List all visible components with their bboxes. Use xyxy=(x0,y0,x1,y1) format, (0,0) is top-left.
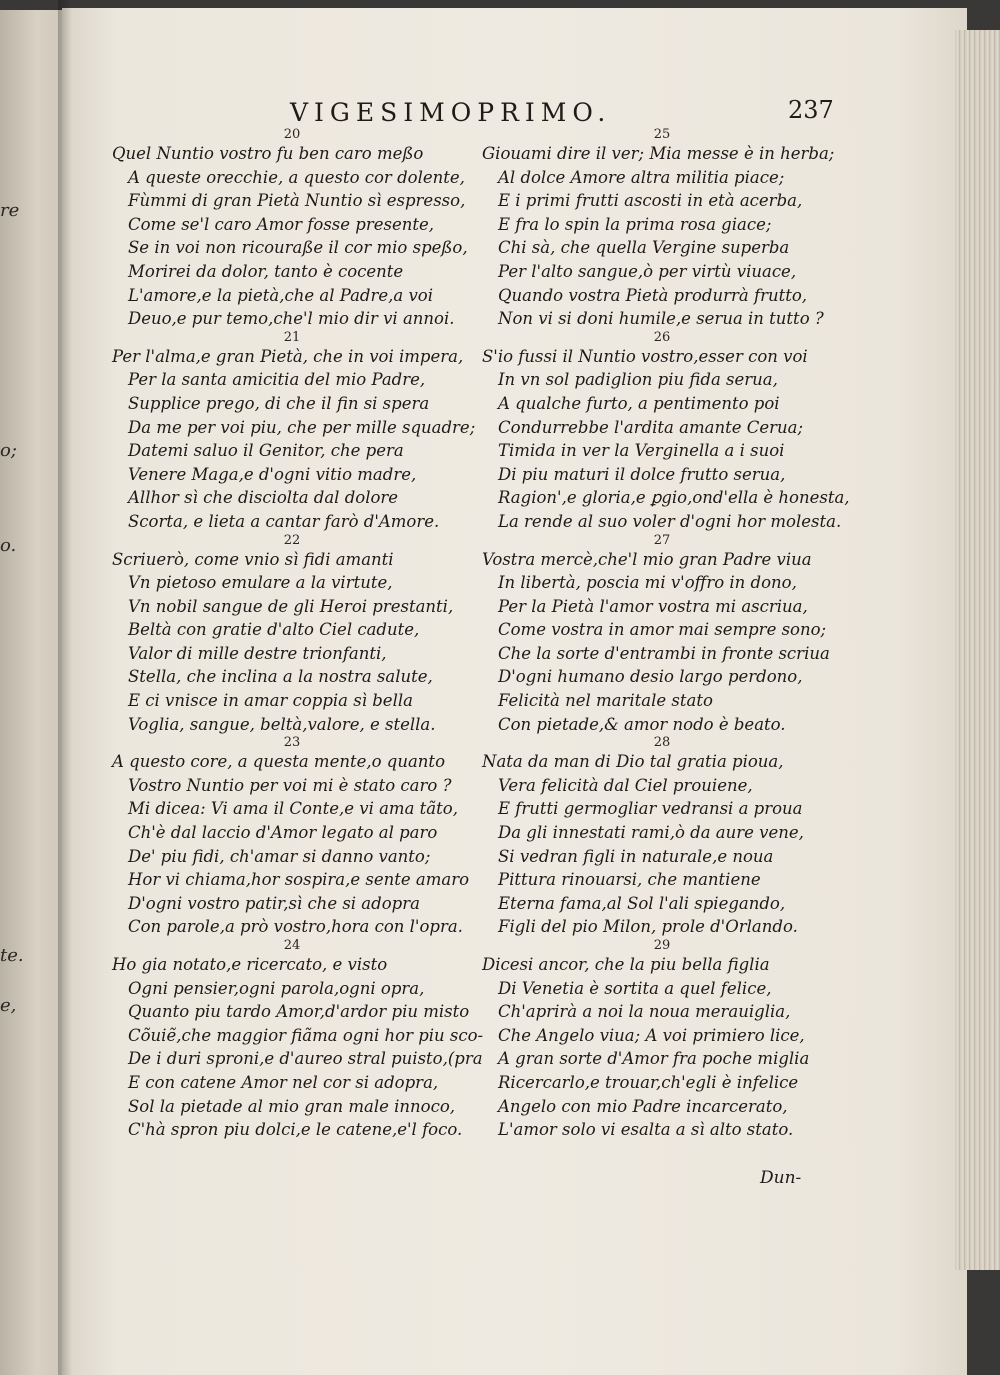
verse-line: Scorta, e lieta a cantar farò d'Amore. xyxy=(128,511,440,531)
verse-line: Dicesi ancor, che la piu bella figlia xyxy=(482,955,770,974)
verse-line: Ho gia notato,e ricercato, e visto xyxy=(112,955,388,974)
verse-line: Chi sà, che quella Vergine superba xyxy=(498,238,790,258)
verse-line: Deuo,e pur temo,che'l mio dir vi annoi. xyxy=(128,309,455,329)
verse-line: Pittura rinouarsi, che mantiene xyxy=(498,870,761,890)
verse-line: Supplice prego, di che il fin si spera xyxy=(128,393,430,413)
stanza-number: 28 xyxy=(653,735,671,751)
verse-line: Se in voi non ricouraße il cor mio speßo, xyxy=(128,238,468,258)
margin-fragment: o; xyxy=(0,440,17,461)
stanza-number: 24 xyxy=(283,938,301,953)
verse-line: D'ogni vostro patir,sì che si adopra xyxy=(128,893,420,913)
stanza xyxy=(482,736,842,939)
verse-line: Mi dicea: Vi ama il Conte,e vi ama tãto, xyxy=(128,799,458,819)
verse-line: De i duri sproni,e d'aureo stral puisto,(pra xyxy=(128,1049,483,1069)
verse-line: Con parole,a prò vostro,hora con l'opra. xyxy=(128,917,463,937)
verse-line: Quanto piu tardo Amor,d'ardor piu misto xyxy=(128,1002,470,1022)
verse-line: In vn sol padiglion piu fida serua, xyxy=(498,370,778,390)
stanza-number: 26 xyxy=(653,329,671,345)
verse-line: E i primi frutti ascosti in età acerba, xyxy=(498,191,803,211)
verse-line: Vera felicità dal Ciel prouiene, xyxy=(498,775,753,795)
verse-line: Con pietade,& amor nodo è beato. xyxy=(498,714,786,734)
verse-line: A qualche furto, a pentimento poi xyxy=(498,393,780,413)
stanza-number: 22 xyxy=(283,532,301,548)
stanza-number: 27 xyxy=(653,532,671,548)
left-column xyxy=(112,127,484,1142)
book-gutter xyxy=(58,0,72,1375)
verse-line: E fra lo spin la prima rosa giace; xyxy=(498,214,772,234)
verse-line: Voglia, sangue, beltà,valore, e stella. xyxy=(128,714,436,734)
verse-line: E frutti germogliar vedransi a proua xyxy=(498,799,803,819)
verse-line: Da gli innestati rami,ò da aure vene, xyxy=(498,823,804,843)
verse-line: Morirei da dolor, tanto è cocente xyxy=(128,261,404,281)
verse-line: Al dolce Amore altra militia piace; xyxy=(498,167,785,187)
stanza xyxy=(482,128,842,331)
verse-line: Ch'aprirà a noi la noua merauiglia, xyxy=(498,1002,791,1022)
stanza-number: 29 xyxy=(653,938,671,953)
verse-line: Per l'alto sangue,ò per virtù viuace, xyxy=(498,261,797,281)
verse-line: Vn pietoso emulare a la virtute, xyxy=(128,573,393,593)
verse-line: Condurrebbe l'ardita amante Cerua; xyxy=(498,417,804,437)
verse-line: E ci vnisce in amar coppia sì bella xyxy=(128,691,413,711)
verse-line: Per la santa amicitia del mio Padre, xyxy=(128,370,426,390)
verse-line: Da me per voi piu, che per mille squadre; xyxy=(128,417,476,437)
verse-line: La rende al suo voler d'ogni hor molesta. xyxy=(498,511,842,531)
verse-line: C'hà spron piu dolci,e le catene,e'l foco. xyxy=(128,1120,463,1140)
verse-line: L'amore,e la pietà,che al Padre,a voi xyxy=(128,285,434,305)
verse-line: Si vedran figli in naturale,e noua xyxy=(498,846,774,866)
verse-line: Ricercarlo,e trouar,ch'egli è infelice xyxy=(498,1072,799,1092)
verse-line: Allhor sì che disciolta dal dolore xyxy=(128,488,399,508)
stanza-number: 20 xyxy=(283,127,301,142)
verse-line: E con catene Amor nel cor si adopra, xyxy=(128,1072,439,1092)
verse-line: L'amor solo vi esalta a sì alto stato. xyxy=(498,1120,794,1140)
stanza-number: 25 xyxy=(653,127,671,142)
stanza xyxy=(112,736,472,939)
verse-line: Quando vostra Pietà produrrà frutto, xyxy=(498,285,808,305)
verse-line: Quel Nuntio vostro fu ben caro meßo xyxy=(112,144,424,163)
verse-line: Vostra mercè,che'l mio gran Padre viua xyxy=(482,549,812,569)
verse-line: Hor vi chiama,hor sospira,e sente amaro xyxy=(128,870,470,890)
verse-line: De' piu fidi, ch'amar si danno vanto; xyxy=(128,846,431,866)
verse-line: Ragion',e gloria,e ꝑgio,ond'ella è honesta, xyxy=(498,488,850,508)
verse-line: Vostro Nuntio per voi mi è stato caro ? xyxy=(128,775,452,795)
stanza xyxy=(112,938,484,1142)
stanza xyxy=(112,534,472,737)
right-column xyxy=(482,127,850,1142)
stanza xyxy=(482,939,842,1142)
verse-line: Scriuerò, come vnio sì fidi amanti xyxy=(112,549,394,569)
verse-line: Beltà con gratie d'alto Ciel cadute, xyxy=(128,620,420,640)
verse-line: Ch'è dal laccio d'Amor legato al paro xyxy=(128,823,438,843)
verse-line: Non vi si doni humile,e serua in tutto ? xyxy=(498,309,824,329)
verse-line: Per la Pietà l'amor vostra mi ascriua, xyxy=(498,596,808,616)
running-head: VIGESIMOPRIMO. xyxy=(290,98,612,127)
verse-line: Stella, che inclina a la nostra salute, xyxy=(128,667,433,687)
verse-line: Che Angelo viua; A voi primiero lice, xyxy=(498,1025,805,1045)
verse-line: Sol la pietade al mio gran male innoco, xyxy=(128,1096,456,1116)
verse-line: Datemi saluo il Genitor, che pera xyxy=(128,441,404,461)
margin-fragment: te. xyxy=(0,945,24,966)
verse-line: Ogni pensier,ogni parola,ogni opra, xyxy=(128,978,425,998)
margin-fragment: o. xyxy=(0,535,17,556)
verse-line: Fùmmi di gran Pietà Nuntio sì espresso, xyxy=(128,191,466,211)
stanza xyxy=(112,329,476,534)
verse-line: In libertà, poscia mi v'offro in dono, xyxy=(498,573,797,593)
verse-line: A questo core, a questa mente,o quanto xyxy=(112,752,445,772)
verse-line: Giouami dire il ver; Mia messe è in herba; xyxy=(482,144,835,163)
stanza xyxy=(482,329,850,534)
verse-line: Come se'l caro Amor fosse presente, xyxy=(128,214,434,234)
margin-fragment: e, xyxy=(0,995,17,1016)
verse-line: Eterna fama,al Sol l'ali spiegando, xyxy=(498,893,786,913)
stanza-number: 21 xyxy=(283,329,301,345)
verse-line: Venere Maga,e d'ogni vitio madre, xyxy=(128,464,417,484)
verse-line: D'ogni humano desio largo perdono, xyxy=(498,667,803,687)
verse-line: Cõuiẽ,che maggior fiãma ogni hor piu sco- xyxy=(128,1025,484,1045)
facing-page-edge xyxy=(0,10,62,1375)
stanza xyxy=(112,128,472,331)
verse-line: Timida in ver la Verginella a i suoi xyxy=(498,441,785,461)
verse-line: Di piu maturi il dolce frutto serua, xyxy=(498,464,786,484)
page-stack-edge xyxy=(955,30,1000,1270)
verse-line: A queste orecchie, a questo cor dolente, xyxy=(128,167,465,187)
margin-fragment: re xyxy=(0,200,20,221)
verse-line: S'io fussi il Nuntio vostro,esser con voi xyxy=(482,346,808,366)
verse-line: A gran sorte d'Amor fra poche miglia xyxy=(498,1049,810,1069)
verse-line: Nata da man di Dio tal gratia pioua, xyxy=(482,752,784,772)
verse-line: Che la sorte d'entrambi in fronte scriua xyxy=(498,643,830,663)
verse-line: Come vostra in amor mai sempre sono; xyxy=(498,620,827,640)
verse-line: Per l'alma,e gran Pietà, che in voi impera, xyxy=(112,346,464,366)
page-number: 237 xyxy=(788,96,834,124)
verse-line: Vn nobil sangue de gli Heroi prestanti, xyxy=(128,596,454,616)
verse-line: Valor di mille destre trionfanti, xyxy=(128,643,387,663)
verse-line: Felicità nel maritale stato xyxy=(498,691,713,711)
verse-line: Angelo con mio Padre incarcerato, xyxy=(498,1096,788,1116)
catchword: Dun- xyxy=(760,1168,802,1188)
verse-line: Figli del pio Milon, prole d'Orlando. xyxy=(498,917,798,937)
verse-line: Di Venetia è sortita a quel felice, xyxy=(498,978,772,998)
stanza-number: 23 xyxy=(283,735,301,751)
stanza xyxy=(482,534,842,737)
